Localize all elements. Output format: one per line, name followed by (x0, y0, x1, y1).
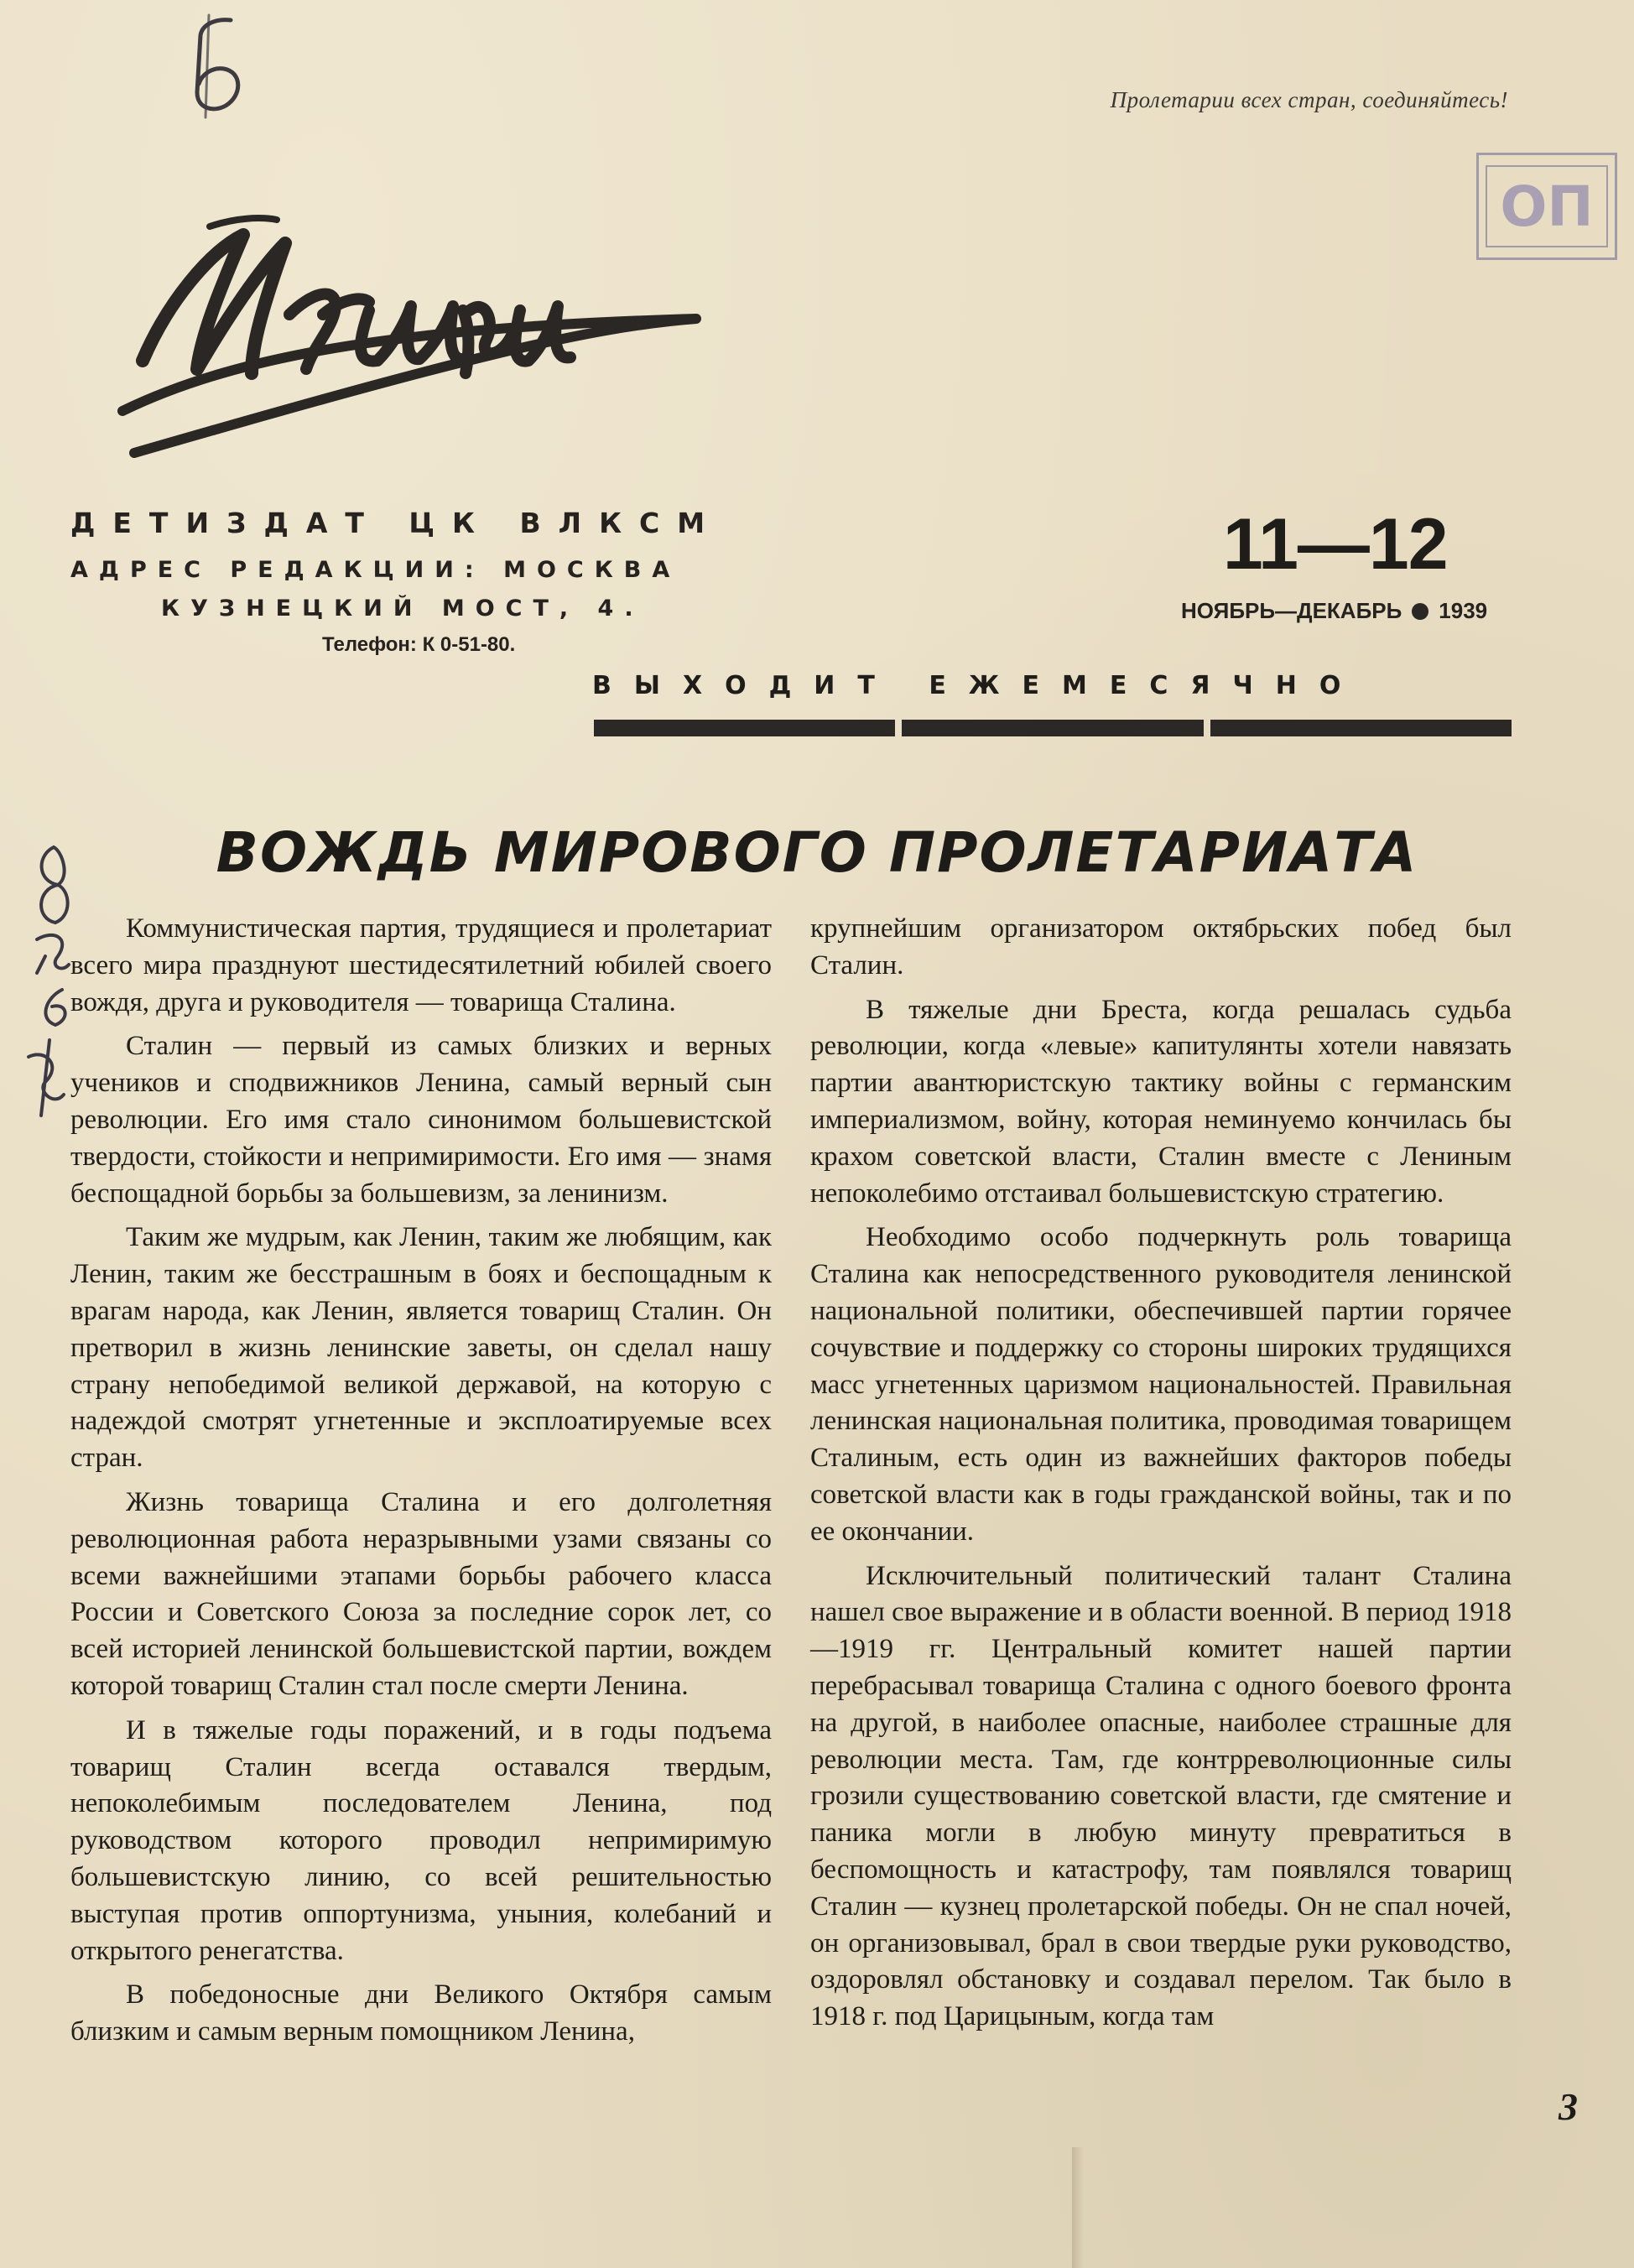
binding-shadow (1072, 2147, 1084, 2268)
masthead-rule (594, 720, 1512, 736)
bullet-dot-icon (1412, 603, 1428, 620)
rule-segment (594, 720, 895, 736)
paragraph: В победоносные дни Великого Октября самым близким и самым верным помощником Ленина, (70, 1979, 772, 2047)
paragraph: Необходимо особо подчеркнуть роль товарища Сталина как непосредственного руководителя ленинской национальной политики, обеспечившей партии горячее сочувствие и поддержку со стороны широких трудящихся масс угнетенных царизмом национальностей. Правильная ленинская национальная политика, проводимая товарищем Сталиным, есть один из важнейших факторов победы советской власти как в годы гражданской войны, так и по ее окончании. (810, 1222, 1512, 1547)
paragraph: В тяжелые дни Бреста, когда решалась судьба революции, когда «левые» капитулянты хотели навязать партии авантюристскую тактику войны с германским империализмом, войну, которая неминуемо кончилась бы крахом советской власти, Сталин вместе с Лениным непоколебимо отстаивал большевистскую стратегию. (810, 994, 1512, 1209)
publication-frequency: ВЫХОДИТ ЕЖЕМЕСЯЧНО (592, 671, 1364, 700)
issue-date (1181, 598, 1487, 624)
article-right-column (810, 911, 1512, 2043)
paragraph: Таким же мудрым, как Ленин, таким же любящим, как Ленин, таким же бесстрашным в боях и беспощадным к врагам народа, как Ленин, является товарищ Сталин. Он претворил в жизнь ленинские заветы, он сделал нашу страну непобедимой великой державой, на которую с надеждой смотрят угнетенные и эксплоатируемые всех стран. (70, 1222, 772, 1474)
paragraph: Коммунистическая партия, трудящиеся и пролетариат всего мира празднуют шестидесятилетний юбилей своего вождя, друга и руководителя — товарища Сталина. (70, 913, 772, 1017)
editorial-address-line2: КУЗНЕЦКИЙ МОСТ, 4. (161, 596, 644, 622)
paragraph: Жизнь товарища Сталина и его долголетняя революционная работа неразрывными узами связаны со всеми важнейшими этапами борьбы рабочего класса России и Советского Союза за последние сорок лет, со всей историей ленинской большевистской партии, вождем которой товарищ Сталин стал после смерти Ленина. (70, 1486, 772, 1701)
editorial-address-line1: АДРЕС РЕДАКЦИИ: МОСКВА (70, 557, 681, 583)
page-number: 3 (1559, 2085, 1578, 2128)
article-title: ВОЖДЬ МИРОВОГО ПРОЛЕТАРИАТА (216, 820, 1418, 885)
paragraph-continued: крупнейшим организатором октябрьских побед был Сталин. (810, 913, 1512, 981)
issue-months: НОЯБРЬ—ДЕКАБРЬ (1181, 598, 1402, 623)
paragraph: Исключительный политический талант Сталина нашел свое выражение и в области военной. В период 1918—1919 гг. Центральный комитет нашей партии перебрасывал товарища Сталина с одного боевого фронта на другой, в наиболее опасные, наиболее страшные для революции места. Там, где контрреволюционные силы грозили существованию советской власти, где смятение и паника могли в любую минуту превратиться в беспомощность и катастрофу, там появлялся товарищ Сталин — кузнец пролетарской победы. Он не спал ночей, он организовывал, брал в свои твердые руки руководство, оздоровлял обстановку и создавал перелом. Так было в 1918 г. под Царицыным, когда там (810, 1560, 1512, 2032)
article-left-column (70, 911, 772, 2058)
slogan: Пролетарии всех стран, соединяйтесь! (1110, 87, 1508, 112)
issue-number: 11—12 (1223, 504, 1448, 585)
corner-pencil-mark (172, 8, 264, 126)
publisher-name: ДЕТИЗДАТ ЦК ВЛКСМ (70, 507, 723, 539)
handwritten-margin-note (12, 839, 79, 1124)
editorial-phone: Телефон: К 0-51-80. (322, 633, 516, 656)
rule-segment (1210, 720, 1512, 736)
issue-year: 1939 (1439, 598, 1488, 623)
magazine-logo (117, 201, 721, 470)
library-stamp (1476, 153, 1617, 260)
paragraph: И в тяжелые годы поражений, и в годы подъема товарищ Сталин всегда оставался твердым, непоколебимым последователем Ленина, под руководством которого проводил непримиримую большевистскую линию, со всей решительностью выступая против оппортунизма, уныния, колебаний и открытого ренегатства. (70, 1714, 772, 1966)
rule-segment (902, 720, 1203, 736)
stamp-text: ОП (1486, 165, 1608, 247)
paragraph: Сталин — первый из самых близких и верных учеников и сподвижников Ленина, самый верный сын революции. Его имя стало синонимом большевистской твердости, стойкости и непримиримости. Его имя — знамя беспощадной борьбы за большевизм, за ленинизм. (70, 1031, 772, 1209)
